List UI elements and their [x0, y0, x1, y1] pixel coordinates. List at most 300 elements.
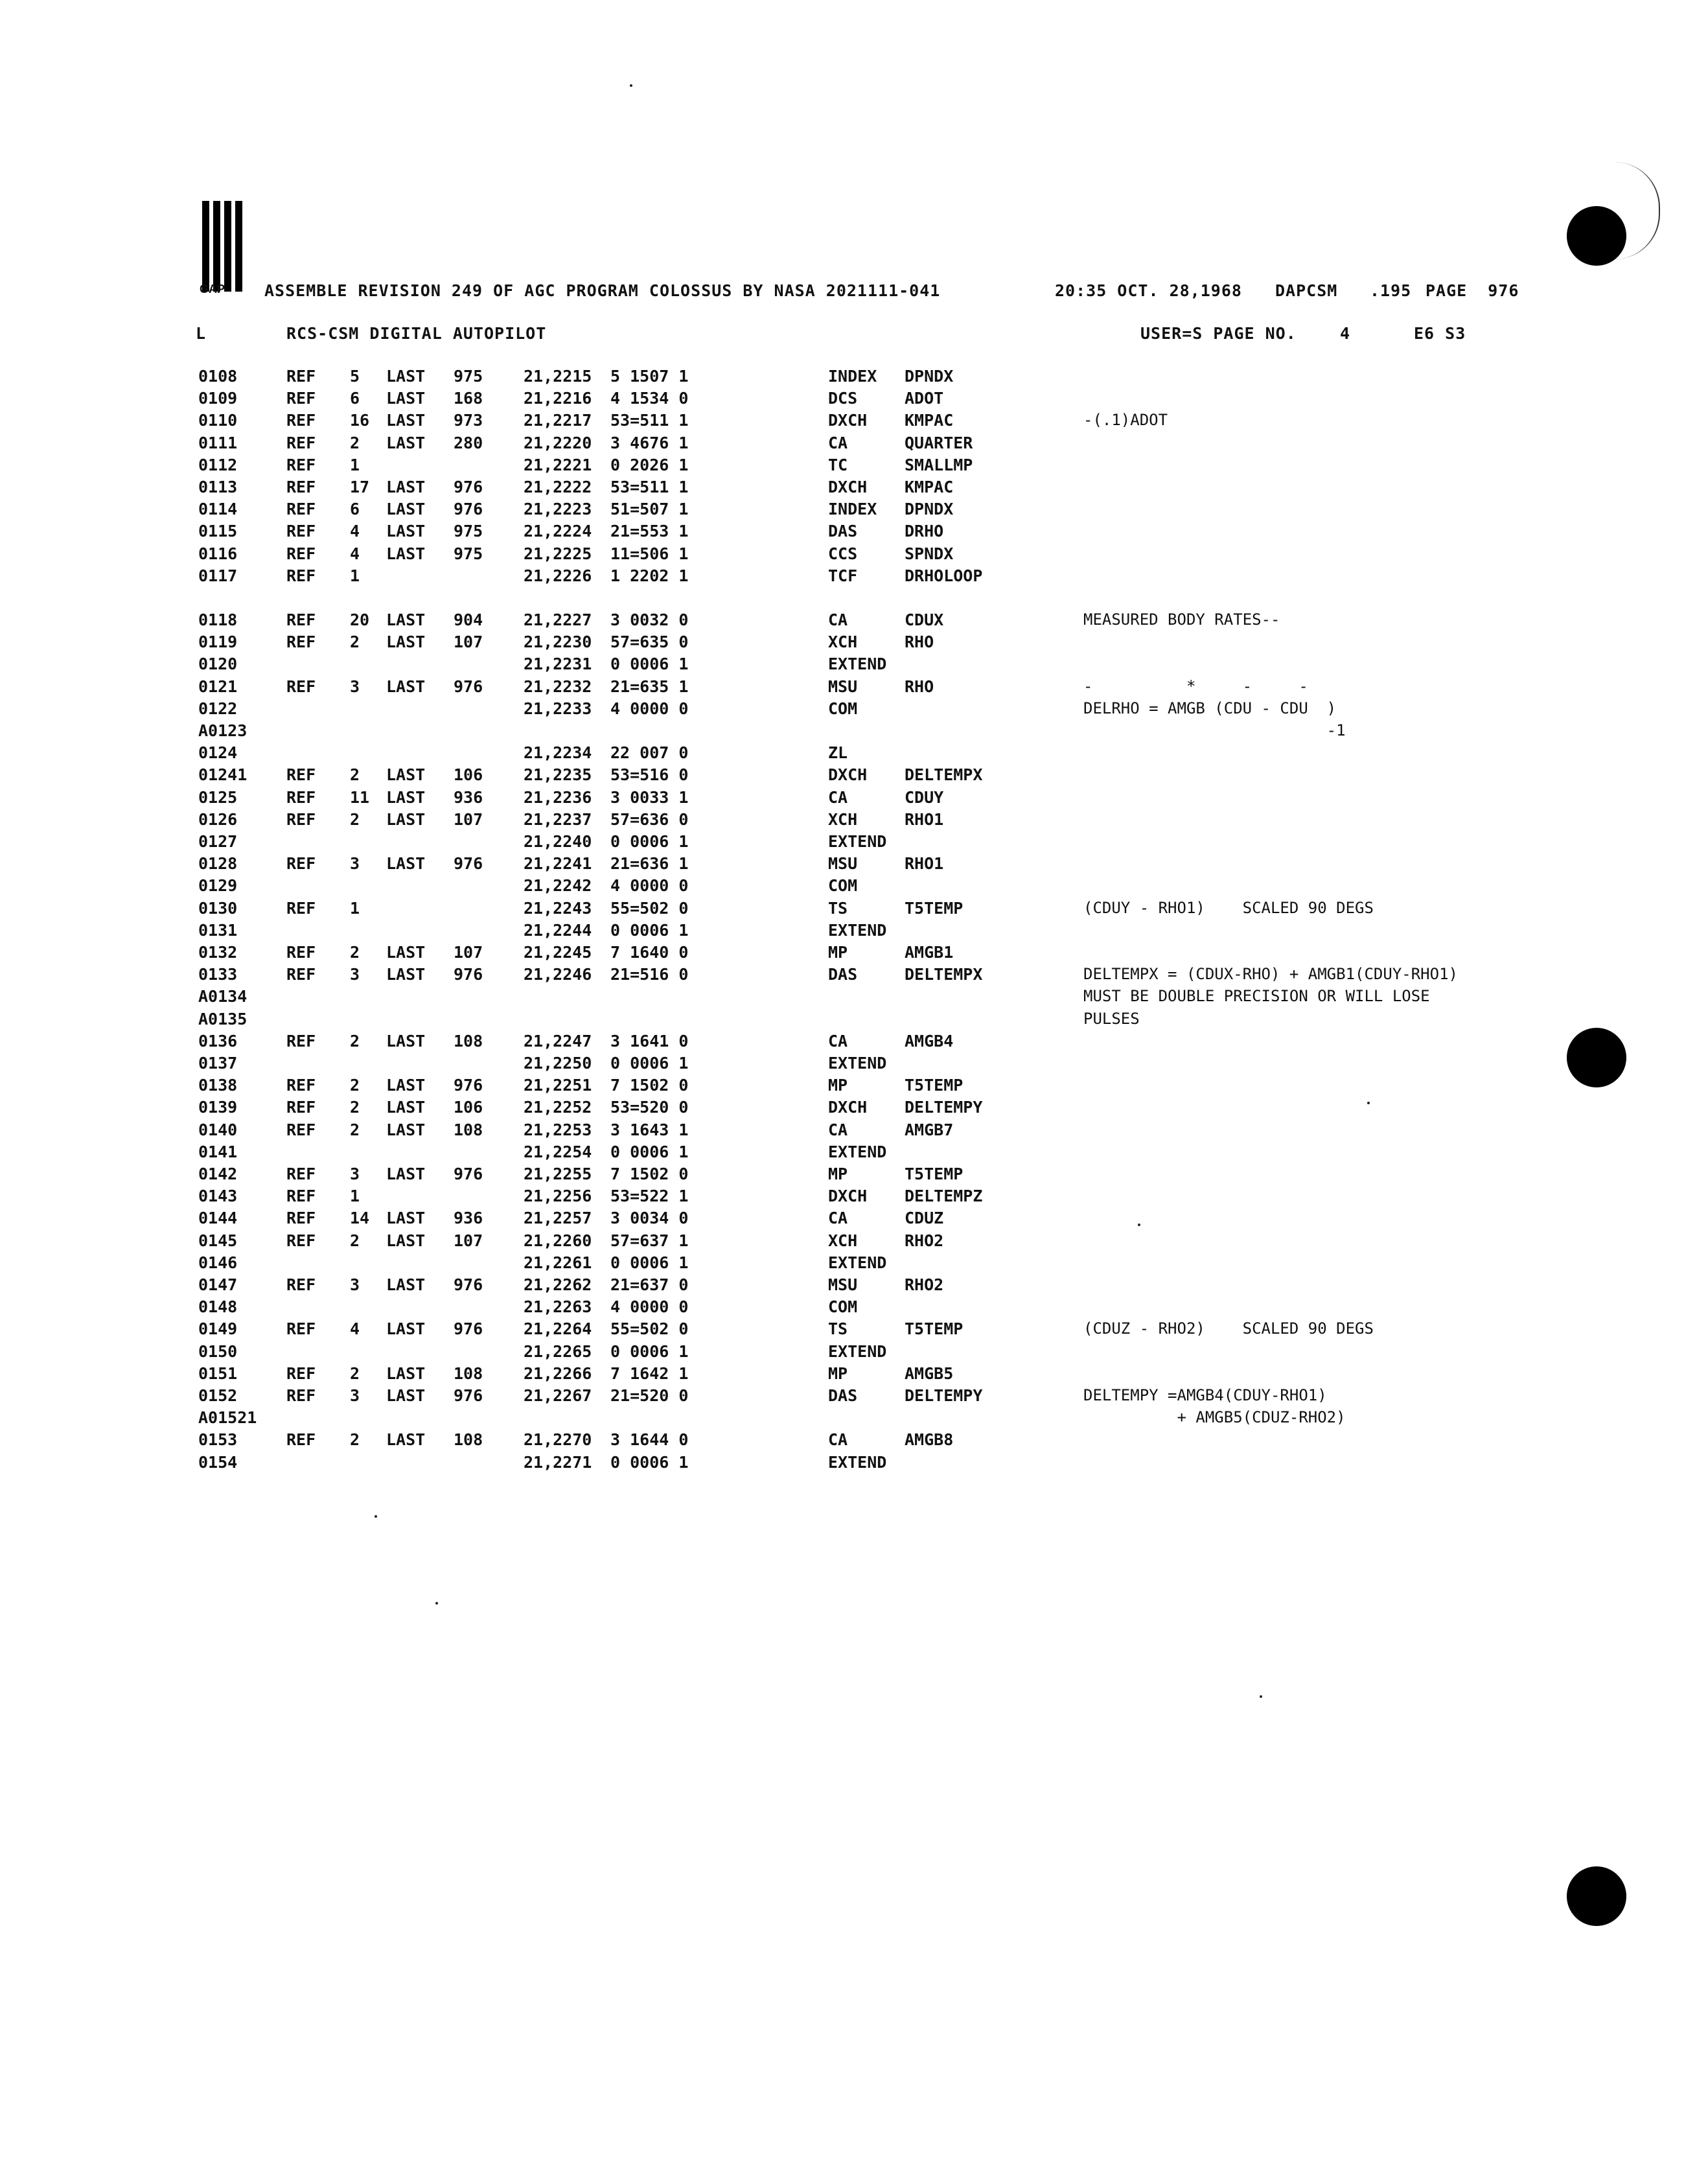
octal-code: 55=502 0 — [610, 1319, 689, 1338]
operand: T5TEMP — [905, 1165, 964, 1183]
operand: RHO1 — [905, 810, 944, 829]
address: 21,2244 — [524, 921, 592, 940]
ref-label: REF — [286, 1165, 316, 1183]
line-number: A01521 — [198, 1408, 257, 1427]
last-label: LAST — [386, 965, 426, 984]
last-page: 280 — [454, 434, 483, 452]
octal-code: 53=516 0 — [610, 765, 689, 784]
ref-count: 4 — [350, 522, 360, 540]
opcode: CA — [828, 1032, 848, 1050]
sheet-code: E6 S3 — [1414, 324, 1466, 343]
opcode: COM — [828, 1297, 858, 1316]
ref-label: REF — [286, 1032, 316, 1050]
address: 21,2243 — [524, 899, 592, 918]
opcode: CCS — [828, 544, 858, 563]
line-number: 0122 — [198, 699, 238, 718]
address: 21,2215 — [524, 367, 592, 386]
last-page: 975 — [454, 522, 483, 540]
address: 21,2217 — [524, 411, 592, 430]
line-number: 01241 — [198, 765, 248, 784]
ref-count: 2 — [350, 1098, 360, 1117]
operand: CDUY — [905, 788, 944, 807]
ref-count: 3 — [350, 1386, 360, 1405]
operand: T5TEMP — [905, 899, 964, 918]
line-number: 0148 — [198, 1297, 238, 1316]
operand: KMPAC — [905, 411, 954, 430]
octal-code: 1 2202 1 — [610, 566, 689, 585]
operand: SMALLMP — [905, 456, 973, 474]
line-number: A0135 — [198, 1010, 248, 1028]
last-label: LAST — [386, 1231, 426, 1250]
line-number: 0149 — [198, 1319, 238, 1338]
line-number: 0144 — [198, 1209, 238, 1227]
opcode: DXCH — [828, 411, 868, 430]
address: 21,2223 — [524, 500, 592, 518]
opcode: EXTEND — [828, 1054, 887, 1073]
comment: -1 — [1083, 721, 1346, 739]
ref-count: 2 — [350, 943, 360, 962]
opcode: MSU — [828, 854, 858, 873]
line-number: 0114 — [198, 500, 238, 518]
run-number: .195 — [1370, 281, 1412, 300]
address: 21,2251 — [524, 1076, 592, 1095]
line-number: 0146 — [198, 1253, 238, 1272]
ref-label: REF — [286, 478, 316, 496]
opcode: EXTEND — [828, 832, 887, 851]
last-page: 106 — [454, 1098, 483, 1117]
speck — [1138, 1224, 1140, 1226]
last-label: LAST — [386, 1275, 426, 1294]
last-page: 976 — [454, 1275, 483, 1294]
last-page: 976 — [454, 1386, 483, 1405]
ref-label: REF — [286, 788, 316, 807]
speck — [375, 1515, 377, 1518]
last-label: LAST — [386, 544, 426, 563]
assemble-header: ASSEMBLE REVISION 249 OF AGC PROGRAM COLOSSUS BY NASA 2021111-041 — [264, 281, 941, 300]
ref-count: 3 — [350, 677, 360, 696]
ref-label: REF — [286, 899, 316, 918]
last-label: LAST — [386, 478, 426, 496]
opcode: MSU — [828, 677, 858, 696]
octal-code: 21=637 0 — [610, 1275, 689, 1294]
octal-code: 3 0032 0 — [610, 610, 689, 629]
last-page: 936 — [454, 788, 483, 807]
ref-count: 2 — [350, 765, 360, 784]
last-page: 976 — [454, 854, 483, 873]
ref-label: REF — [286, 389, 316, 408]
address: 21,2245 — [524, 943, 592, 962]
last-label: LAST — [386, 1076, 426, 1095]
line-number: 0111 — [198, 434, 238, 452]
operand: AMGB5 — [905, 1364, 954, 1383]
ref-count: 1 — [350, 899, 360, 918]
octal-code: 21=636 1 — [610, 854, 689, 873]
speck — [1260, 1695, 1262, 1698]
ref-count: 3 — [350, 1165, 360, 1183]
ref-count: 3 — [350, 1275, 360, 1294]
comment: (CDUY - RHO1) SCALED 90 DEGS — [1083, 899, 1374, 917]
line-number: 0152 — [198, 1386, 238, 1405]
octal-code: 0 0006 1 — [610, 1453, 689, 1472]
octal-code: 3 0034 0 — [610, 1209, 689, 1227]
octal-code: 0 0006 1 — [610, 1143, 689, 1161]
comment: DELTEMPX = (CDUX-RHO) + AMGB1(CDUY-RHO1) — [1083, 965, 1458, 983]
octal-code: 7 1502 0 — [610, 1165, 689, 1183]
octal-code: 0 0006 1 — [610, 921, 689, 940]
ref-label: REF — [286, 367, 316, 386]
address: 21,2232 — [524, 677, 592, 696]
program-name: DAPCSM — [1275, 281, 1338, 300]
ref-label: REF — [286, 854, 316, 873]
ref-count: 1 — [350, 566, 360, 585]
last-label: LAST — [386, 810, 426, 829]
opcode: TS — [828, 1319, 848, 1338]
last-page: 975 — [454, 367, 483, 386]
line-number: 0140 — [198, 1120, 238, 1139]
octal-code: 21=635 1 — [610, 677, 689, 696]
octal-code: 7 1640 0 — [610, 943, 689, 962]
octal-code: 0 0006 1 — [610, 1342, 689, 1361]
ref-label: REF — [286, 434, 316, 452]
last-page: 976 — [454, 1165, 483, 1183]
opcode: CA — [828, 610, 848, 629]
octal-code: 0 0006 1 — [610, 1253, 689, 1272]
operand: DPNDX — [905, 367, 954, 386]
comment: MUST BE DOUBLE PRECISION OR WILL LOSE — [1083, 987, 1430, 1005]
operand: QUARTER — [905, 434, 973, 452]
address: 21,2255 — [524, 1165, 592, 1183]
address: 21,2242 — [524, 876, 592, 895]
opcode: ZL — [828, 743, 848, 762]
opcode: DAS — [828, 965, 858, 984]
last-page: 108 — [454, 1430, 483, 1449]
line-number: 0126 — [198, 810, 238, 829]
last-label: LAST — [386, 411, 426, 430]
last-page: 108 — [454, 1120, 483, 1139]
last-page: 975 — [454, 544, 483, 563]
opcode: COM — [828, 699, 858, 718]
ref-label: REF — [286, 1386, 316, 1405]
operand: CDUZ — [905, 1209, 944, 1227]
last-page: 107 — [454, 943, 483, 962]
line-number: 0121 — [198, 677, 238, 696]
ref-count: 2 — [350, 1032, 360, 1050]
last-label: LAST — [386, 1120, 426, 1139]
operand: T5TEMP — [905, 1319, 964, 1338]
opcode: TS — [828, 899, 848, 918]
line-number: 0127 — [198, 832, 238, 851]
opcode: INDEX — [828, 367, 877, 386]
ref-label: REF — [286, 765, 316, 784]
ref-label: REF — [286, 522, 316, 540]
address: 21,2246 — [524, 965, 592, 984]
comment: + AMGB5(CDUZ-RHO2) — [1083, 1408, 1346, 1426]
octal-code: 57=636 0 — [610, 810, 689, 829]
address: 21,2265 — [524, 1342, 592, 1361]
address: 21,2216 — [524, 389, 592, 408]
comment: - * - - — [1083, 677, 1308, 695]
address: 21,2222 — [524, 478, 592, 496]
ref-label: REF — [286, 411, 316, 430]
operand: RHO2 — [905, 1231, 944, 1250]
ref-label: REF — [286, 965, 316, 984]
octal-code: 21=516 0 — [610, 965, 689, 984]
ref-label: REF — [286, 1364, 316, 1383]
address: 21,2253 — [524, 1120, 592, 1139]
line-number: 0133 — [198, 965, 238, 984]
octal-code: 53=520 0 — [610, 1098, 689, 1117]
ref-count: 20 — [350, 610, 370, 629]
address: 21,2225 — [524, 544, 592, 563]
ref-count: 3 — [350, 854, 360, 873]
line-number: 0130 — [198, 899, 238, 918]
ref-label: REF — [286, 500, 316, 518]
octal-code: 53=522 1 — [610, 1187, 689, 1205]
octal-code: 0 0006 1 — [610, 1054, 689, 1073]
users-page-label: USER=S PAGE NO. — [1140, 324, 1297, 343]
ref-label: REF — [286, 1319, 316, 1338]
line-number: 0119 — [198, 632, 238, 651]
opcode: DCS — [828, 389, 858, 408]
operand: RHO1 — [905, 854, 944, 873]
last-label: LAST — [386, 367, 426, 386]
octal-code: 3 4676 1 — [610, 434, 689, 452]
line-number: 0150 — [198, 1342, 238, 1361]
last-label: LAST — [386, 434, 426, 452]
opcode: MP — [828, 1076, 848, 1095]
last-label: LAST — [386, 1165, 426, 1183]
comment: DELTEMPY =AMGB4(CDUY-RHO1) — [1083, 1386, 1327, 1404]
last-label: LAST — [386, 522, 426, 540]
operand: T5TEMP — [905, 1076, 964, 1095]
operand: AMGB1 — [905, 943, 954, 962]
ref-count: 1 — [350, 456, 360, 474]
operand: CDUX — [905, 610, 944, 629]
line-number: 0116 — [198, 544, 238, 563]
operand: DPNDX — [905, 500, 954, 518]
line-number: 0138 — [198, 1076, 238, 1095]
line-number: 0109 — [198, 389, 238, 408]
ref-label: REF — [286, 632, 316, 651]
line-number: 0120 — [198, 655, 238, 673]
address: 21,2226 — [524, 566, 592, 585]
opcode: DXCH — [828, 478, 868, 496]
ref-label: REF — [286, 1209, 316, 1227]
opcode: EXTEND — [828, 921, 887, 940]
address: 21,2234 — [524, 743, 592, 762]
address: 21,2262 — [524, 1275, 592, 1294]
ref-count: 6 — [350, 389, 360, 408]
last-page: 108 — [454, 1364, 483, 1383]
ref-count: 2 — [350, 1120, 360, 1139]
address: 21,2267 — [524, 1386, 592, 1405]
line-number: 0118 — [198, 610, 238, 629]
punch-hole — [1567, 1028, 1626, 1087]
octal-code: 0 2026 1 — [610, 456, 689, 474]
octal-code: 53=511 1 — [610, 478, 689, 496]
octal-code: 5 1507 1 — [610, 367, 689, 386]
last-page: 108 — [454, 1032, 483, 1050]
ref-label: REF — [286, 544, 316, 563]
last-label: LAST — [386, 632, 426, 651]
ref-label: REF — [286, 566, 316, 585]
line-number: A0134 — [198, 987, 248, 1006]
octal-code: 3 1641 0 — [610, 1032, 689, 1050]
speck — [1367, 1102, 1370, 1104]
line-number: 0147 — [198, 1275, 238, 1294]
octal-code: 4 0000 0 — [610, 1297, 689, 1316]
last-label: LAST — [386, 1209, 426, 1227]
ref-count: 2 — [350, 1364, 360, 1383]
speck — [435, 1602, 438, 1605]
users-page-number: 4 — [1340, 324, 1351, 343]
l-marker: L — [196, 324, 207, 343]
opcode: MP — [828, 943, 848, 962]
line-number: 0151 — [198, 1364, 238, 1383]
ref-count: 5 — [350, 367, 360, 386]
octal-code: 3 1643 1 — [610, 1120, 689, 1139]
page-number: PAGE 976 — [1425, 281, 1519, 300]
ref-label: REF — [286, 456, 316, 474]
address: 21,2235 — [524, 765, 592, 784]
last-page: 168 — [454, 389, 483, 408]
ref-label: REF — [286, 943, 316, 962]
address: 21,2241 — [524, 854, 592, 873]
last-page: 904 — [454, 610, 483, 629]
octal-code: 4 0000 0 — [610, 699, 689, 718]
opcode: EXTEND — [828, 1143, 887, 1161]
octal-code: 0 0006 1 — [610, 655, 689, 673]
address: 21,2220 — [524, 434, 592, 452]
opcode: DXCH — [828, 1187, 868, 1205]
line-number: 0112 — [198, 456, 238, 474]
ref-count: 6 — [350, 500, 360, 518]
paper-curl-mark — [1581, 162, 1660, 259]
operand: DELTEMPX — [905, 965, 983, 984]
octal-code: 53=511 1 — [610, 411, 689, 430]
last-label: LAST — [386, 1430, 426, 1449]
line-number: 0117 — [198, 566, 238, 585]
octal-code: 4 1534 0 — [610, 389, 689, 408]
address: 21,2250 — [524, 1054, 592, 1073]
last-page: 107 — [454, 810, 483, 829]
line-number: 0125 — [198, 788, 238, 807]
opcode: EXTEND — [828, 655, 887, 673]
ref-count: 2 — [350, 810, 360, 829]
opcode: EXTEND — [828, 1453, 887, 1472]
operand: RHO — [905, 677, 934, 696]
address: 21,2236 — [524, 788, 592, 807]
last-label: LAST — [386, 1032, 426, 1050]
comment: (CDUZ - RHO2) SCALED 90 DEGS — [1083, 1319, 1374, 1338]
ref-count: 2 — [350, 632, 360, 651]
ref-count: 2 — [350, 1076, 360, 1095]
operand: DELTEMPY — [905, 1386, 983, 1405]
last-label: LAST — [386, 788, 426, 807]
operand: DRHOLOOP — [905, 566, 983, 585]
octal-code: 22 007 0 — [610, 743, 689, 762]
opcode: XCH — [828, 1231, 858, 1250]
last-page: 976 — [454, 965, 483, 984]
opcode: XCH — [828, 810, 858, 829]
last-page: 976 — [454, 1319, 483, 1338]
last-page: 107 — [454, 1231, 483, 1250]
last-page: 106 — [454, 765, 483, 784]
ref-label: REF — [286, 1275, 316, 1294]
line-number: 0131 — [198, 921, 238, 940]
last-page: 107 — [454, 632, 483, 651]
ref-count: 11 — [350, 788, 370, 807]
operand: DELTEMPY — [905, 1098, 983, 1117]
opcode: INDEX — [828, 500, 877, 518]
octal-code: 3 1644 0 — [610, 1430, 689, 1449]
operand: DELTEMPX — [905, 765, 983, 784]
address: 21,2230 — [524, 632, 592, 651]
ref-label: REF — [286, 1231, 316, 1250]
line-number: 0113 — [198, 478, 238, 496]
opcode: EXTEND — [828, 1342, 887, 1361]
octal-code: 21=520 0 — [610, 1386, 689, 1405]
last-label: LAST — [386, 1319, 426, 1338]
address: 21,2240 — [524, 832, 592, 851]
ref-count: 2 — [350, 1430, 360, 1449]
last-label: LAST — [386, 1386, 426, 1405]
logo-text: GAP — [200, 283, 225, 296]
opcode: CA — [828, 1209, 848, 1227]
comment: DELRHO = AMGB (CDU - CDU ) — [1083, 699, 1337, 717]
opcode: CA — [828, 434, 848, 452]
address: 21,2233 — [524, 699, 592, 718]
octal-code: 7 1642 1 — [610, 1364, 689, 1383]
last-label: LAST — [386, 943, 426, 962]
ref-label: REF — [286, 610, 316, 629]
line-number: 0136 — [198, 1032, 238, 1050]
octal-code: 4 0000 0 — [610, 876, 689, 895]
line-number: 0142 — [198, 1165, 238, 1183]
line-number: 0154 — [198, 1453, 238, 1472]
line-number: 0145 — [198, 1231, 238, 1250]
punch-hole — [1567, 1866, 1626, 1926]
opcode: DXCH — [828, 765, 868, 784]
address: 21,2270 — [524, 1430, 592, 1449]
ref-count: 3 — [350, 965, 360, 984]
last-page: 973 — [454, 411, 483, 430]
last-page: 976 — [454, 1076, 483, 1095]
opcode: TC — [828, 456, 848, 474]
octal-code: 57=637 1 — [610, 1231, 689, 1250]
opcode: DAS — [828, 1386, 858, 1405]
ref-count: 4 — [350, 544, 360, 563]
last-label: LAST — [386, 677, 426, 696]
address: 21,2261 — [524, 1253, 592, 1272]
ref-label: REF — [286, 677, 316, 696]
ref-count: 16 — [350, 411, 370, 430]
ref-label: REF — [286, 1430, 316, 1449]
last-page: 976 — [454, 478, 483, 496]
ref-count: 14 — [350, 1209, 370, 1227]
line-number: 0141 — [198, 1143, 238, 1161]
last-label: LAST — [386, 854, 426, 873]
line-number: 0139 — [198, 1098, 238, 1117]
ref-label: REF — [286, 1076, 316, 1095]
opcode: MP — [828, 1165, 848, 1183]
ref-count: 4 — [350, 1319, 360, 1338]
octal-code: 11=506 1 — [610, 544, 689, 563]
octal-code: 21=553 1 — [610, 522, 689, 540]
line-number: 0108 — [198, 367, 238, 386]
opcode: CA — [828, 1120, 848, 1139]
octal-code: 7 1502 0 — [610, 1076, 689, 1095]
